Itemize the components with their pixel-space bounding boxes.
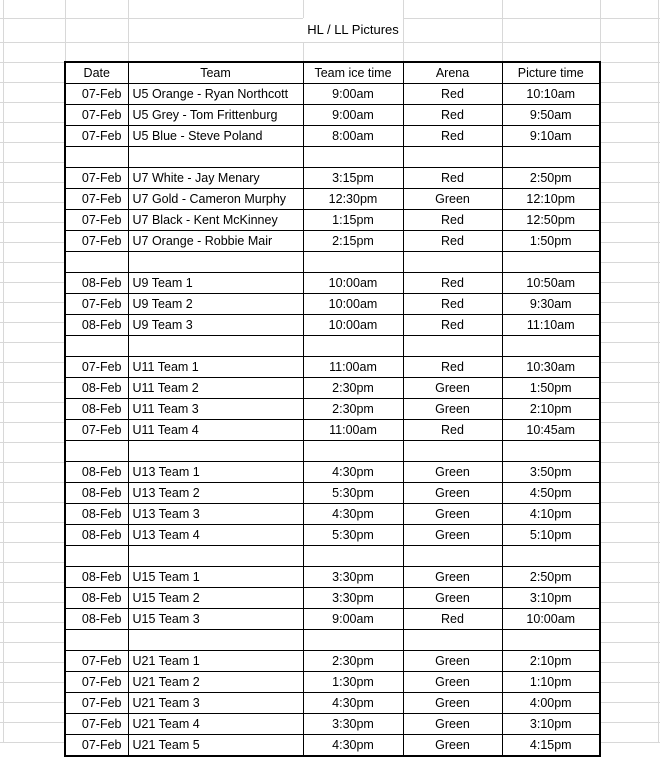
cell-picture-time[interactable]: 9:50am — [502, 105, 600, 126]
cell-team[interactable]: U13 Team 4 — [128, 525, 303, 546]
cell-arena[interactable]: Green — [403, 735, 502, 757]
cell-picture-time[interactable]: 10:00am — [502, 609, 600, 630]
cell-picture-time[interactable]: 2:50pm — [502, 168, 600, 189]
cell-picture-time[interactable]: 3:10pm — [502, 588, 600, 609]
cell-arena[interactable]: Green — [403, 588, 502, 609]
cell-team[interactable] — [128, 252, 303, 273]
cell-date[interactable]: 08-Feb — [65, 378, 128, 399]
cell-picture-time[interactable]: 2:10pm — [502, 399, 600, 420]
cell-ice-time[interactable]: 2:15pm — [303, 231, 403, 252]
gridline-horizontal — [0, 42, 660, 43]
cell-picture-time[interactable]: 9:30am — [502, 294, 600, 315]
table-row — [65, 105, 600, 126]
cell-team[interactable]: U15 Team 1 — [128, 567, 303, 588]
table-row — [65, 315, 600, 336]
cell-date[interactable] — [65, 252, 128, 273]
gridline-vertical — [3, 0, 4, 743]
cell-arena[interactable]: Green — [403, 399, 502, 420]
cell-date[interactable]: 07-Feb — [65, 693, 128, 714]
cell-team[interactable]: U7 Orange - Robbie Mair — [128, 231, 303, 252]
cell-picture-time[interactable]: 4:15pm — [502, 735, 600, 757]
cell-picture-time[interactable]: 11:10am — [502, 315, 600, 336]
cell-team[interactable]: U21 Team 3 — [128, 693, 303, 714]
cell-team[interactable]: U7 White - Jay Menary — [128, 168, 303, 189]
cell-arena[interactable] — [403, 441, 502, 462]
cell-team[interactable]: U9 Team 3 — [128, 315, 303, 336]
cell-picture-time[interactable] — [502, 546, 600, 567]
cell-picture-time[interactable]: 10:50am — [502, 273, 600, 294]
cell-arena[interactable]: Red — [403, 168, 502, 189]
cell-date[interactable]: 08-Feb — [65, 315, 128, 336]
cell-picture-time[interactable]: 2:10pm — [502, 651, 600, 672]
cell-ice-time[interactable] — [303, 630, 403, 651]
cell-ice-time[interactable] — [303, 546, 403, 567]
cell-team[interactable] — [128, 441, 303, 462]
cell-picture-time[interactable]: 5:10pm — [502, 525, 600, 546]
cell-arena[interactable]: Red — [403, 609, 502, 630]
cell-arena[interactable]: Green — [403, 504, 502, 525]
cell-picture-time[interactable]: 4:00pm — [502, 693, 600, 714]
table-row — [65, 483, 600, 504]
cell-date[interactable]: 07-Feb — [65, 105, 128, 126]
cell-team[interactable]: U21 Team 2 — [128, 672, 303, 693]
table-row — [65, 84, 600, 105]
cell-arena[interactable]: Red — [403, 315, 502, 336]
cell-date[interactable]: 07-Feb — [65, 231, 128, 252]
cell-arena[interactable]: Green — [403, 567, 502, 588]
cell-date[interactable]: 08-Feb — [65, 399, 128, 420]
cell-ice-time[interactable]: 1:30pm — [303, 672, 403, 693]
cell-arena[interactable]: Green — [403, 651, 502, 672]
table-row — [65, 609, 600, 630]
cell-ice-time[interactable]: 11:00am — [303, 357, 403, 378]
table-row — [65, 567, 600, 588]
cell-team[interactable] — [128, 630, 303, 651]
cell-date[interactable] — [65, 336, 128, 357]
cell-ice-time[interactable]: 3:30pm — [303, 714, 403, 735]
gridline-vertical — [658, 0, 659, 743]
header-picture-time[interactable]: Picture time — [502, 62, 600, 84]
spacer-row — [65, 546, 600, 567]
table-row — [65, 294, 600, 315]
cell-arena[interactable] — [403, 546, 502, 567]
cell-team[interactable]: U5 Blue - Steve Poland — [128, 126, 303, 147]
cell-picture-time[interactable] — [502, 252, 600, 273]
cell-team[interactable]: U21 Team 5 — [128, 735, 303, 757]
cell-ice-time[interactable]: 2:30pm — [303, 651, 403, 672]
pictures-schedule-table — [64, 61, 601, 757]
cell-picture-time[interactable]: 10:30am — [502, 357, 600, 378]
cell-ice-time[interactable]: 9:00am — [303, 84, 403, 105]
cell-arena[interactable]: Red — [403, 294, 502, 315]
cell-ice-time[interactable]: 9:00am — [303, 609, 403, 630]
cell-picture-time[interactable]: 10:45am — [502, 420, 600, 441]
cell-team[interactable]: U5 Orange - Ryan Northcott — [128, 84, 303, 105]
cell-team[interactable]: U13 Team 2 — [128, 483, 303, 504]
table-row — [65, 231, 600, 252]
cell-date[interactable]: 07-Feb — [65, 210, 128, 231]
cell-picture-time[interactable]: 12:50pm — [502, 210, 600, 231]
cell-team[interactable] — [128, 546, 303, 567]
table-row — [65, 399, 600, 420]
cell-arena[interactable]: Green — [403, 672, 502, 693]
cell-ice-time[interactable]: 3:30pm — [303, 567, 403, 588]
cell-date[interactable]: 08-Feb — [65, 609, 128, 630]
cell-ice-time[interactable]: 10:00am — [303, 273, 403, 294]
cell-ice-time[interactable]: 11:00am — [303, 420, 403, 441]
cell-date[interactable]: 08-Feb — [65, 567, 128, 588]
cell-ice-time[interactable]: 10:00am — [303, 294, 403, 315]
cell-picture-time[interactable]: 12:10pm — [502, 189, 600, 210]
table-row — [65, 651, 600, 672]
cell-ice-time[interactable]: 12:30pm — [303, 189, 403, 210]
table-row — [65, 462, 600, 483]
cell-team[interactable]: U13 Team 3 — [128, 504, 303, 525]
cell-date[interactable]: 08-Feb — [65, 588, 128, 609]
cell-picture-time[interactable]: 4:10pm — [502, 504, 600, 525]
header-date[interactable]: Date — [65, 62, 128, 84]
table-row — [65, 735, 600, 757]
cell-date[interactable]: 08-Feb — [65, 504, 128, 525]
cell-date[interactable]: 07-Feb — [65, 714, 128, 735]
cell-team[interactable]: U13 Team 1 — [128, 462, 303, 483]
cell-arena[interactable]: Green — [403, 189, 502, 210]
cell-team[interactable] — [128, 147, 303, 168]
cell-ice-time[interactable]: 4:30pm — [303, 693, 403, 714]
cell-arena[interactable]: Red — [403, 126, 502, 147]
cell-date[interactable] — [65, 441, 128, 462]
cell-ice-time[interactable] — [303, 336, 403, 357]
cell-ice-time[interactable]: 3:30pm — [303, 588, 403, 609]
cell-arena[interactable]: Green — [403, 525, 502, 546]
cell-arena[interactable]: Red — [403, 420, 502, 441]
cell-date[interactable]: 07-Feb — [65, 294, 128, 315]
table-row — [65, 273, 600, 294]
cell-picture-time[interactable] — [502, 630, 600, 651]
cell-ice-time[interactable]: 4:30pm — [303, 504, 403, 525]
cell-picture-time[interactable]: 3:10pm — [502, 714, 600, 735]
cell-picture-time[interactable] — [502, 441, 600, 462]
table-row — [65, 588, 600, 609]
cell-arena[interactable]: Green — [403, 714, 502, 735]
cell-date[interactable]: 08-Feb — [65, 483, 128, 504]
cell-picture-time[interactable]: 1:50pm — [502, 378, 600, 399]
cell-team[interactable]: U11 Team 1 — [128, 357, 303, 378]
cell-team[interactable]: U15 Team 3 — [128, 609, 303, 630]
cell-picture-time[interactable]: 1:10pm — [502, 672, 600, 693]
cell-picture-time[interactable]: 2:50pm — [502, 567, 600, 588]
cell-picture-time[interactable] — [502, 147, 600, 168]
table-row — [65, 504, 600, 525]
cell-ice-time[interactable]: 9:00am — [303, 105, 403, 126]
cell-ice-time[interactable]: 3:15pm — [303, 168, 403, 189]
spacer-row — [65, 147, 600, 168]
spacer-row — [65, 630, 600, 651]
cell-date[interactable]: 07-Feb — [65, 126, 128, 147]
cell-picture-time[interactable]: 1:50pm — [502, 231, 600, 252]
spacer-row — [65, 441, 600, 462]
cell-ice-time[interactable]: 1:15pm — [303, 210, 403, 231]
cell-date[interactable]: 07-Feb — [65, 84, 128, 105]
cell-arena[interactable]: Red — [403, 231, 502, 252]
table-row — [65, 126, 600, 147]
cell-team[interactable]: U9 Team 1 — [128, 273, 303, 294]
cell-arena[interactable] — [403, 630, 502, 651]
spacer-row — [65, 252, 600, 273]
table-row — [65, 714, 600, 735]
table-row — [65, 672, 600, 693]
cell-arena[interactable] — [403, 336, 502, 357]
header-arena[interactable]: Arena — [403, 62, 502, 84]
cell-ice-time[interactable]: 2:30pm — [303, 378, 403, 399]
cell-team[interactable]: U7 Black - Kent McKinney — [128, 210, 303, 231]
cell-date[interactable] — [65, 630, 128, 651]
cell-ice-time[interactable] — [303, 252, 403, 273]
cell-date[interactable]: 08-Feb — [65, 273, 128, 294]
cell-date[interactable]: 07-Feb — [65, 651, 128, 672]
cell-picture-time[interactable]: 10:10am — [502, 84, 600, 105]
cell-ice-time[interactable]: 10:00am — [303, 315, 403, 336]
cell-picture-time[interactable] — [502, 336, 600, 357]
cell-ice-time[interactable] — [303, 147, 403, 168]
cell-arena[interactable]: Red — [403, 105, 502, 126]
cell-team[interactable]: U11 Team 2 — [128, 378, 303, 399]
cell-date[interactable] — [65, 546, 128, 567]
table-row — [65, 420, 600, 441]
cell-ice-time[interactable]: 5:30pm — [303, 483, 403, 504]
table-row — [65, 189, 600, 210]
cell-date[interactable]: 08-Feb — [65, 525, 128, 546]
cell-date[interactable]: 07-Feb — [65, 168, 128, 189]
cell-arena[interactable]: Red — [403, 210, 502, 231]
cell-team[interactable] — [128, 336, 303, 357]
table-body — [65, 84, 600, 757]
cell-date[interactable]: 07-Feb — [65, 672, 128, 693]
cell-ice-time[interactable]: 2:30pm — [303, 399, 403, 420]
cell-picture-time[interactable]: 3:50pm — [502, 462, 600, 483]
cell-arena[interactable] — [403, 147, 502, 168]
cell-team[interactable]: U21 Team 4 — [128, 714, 303, 735]
cell-arena[interactable]: Red — [403, 357, 502, 378]
table-row — [65, 357, 600, 378]
cell-team[interactable]: U5 Grey - Tom Frittenburg — [128, 105, 303, 126]
cell-team[interactable]: U11 Team 4 — [128, 420, 303, 441]
cell-ice-time[interactable]: 4:30pm — [303, 462, 403, 483]
cell-arena[interactable]: Red — [403, 273, 502, 294]
cell-date[interactable]: 07-Feb — [65, 357, 128, 378]
cell-date[interactable]: 08-Feb — [65, 462, 128, 483]
table-row — [65, 168, 600, 189]
cell-arena[interactable] — [403, 252, 502, 273]
table-row — [65, 378, 600, 399]
table-row — [65, 210, 600, 231]
table-row — [65, 525, 600, 546]
cell-arena[interactable]: Green — [403, 693, 502, 714]
cell-team[interactable]: U15 Team 2 — [128, 588, 303, 609]
cell-ice-time[interactable]: 4:30pm — [303, 735, 403, 757]
cell-ice-time[interactable]: 5:30pm — [303, 525, 403, 546]
cell-team[interactable]: U7 Gold - Cameron Murphy — [128, 189, 303, 210]
header-team[interactable]: Team — [128, 62, 303, 84]
spacer-row — [65, 336, 600, 357]
cell-arena[interactable]: Red — [403, 84, 502, 105]
cell-date[interactable]: 07-Feb — [65, 420, 128, 441]
cell-date[interactable]: 07-Feb — [65, 735, 128, 757]
cell-arena[interactable]: Green — [403, 462, 502, 483]
cell-picture-time[interactable]: 4:50pm — [502, 483, 600, 504]
cell-date[interactable]: 07-Feb — [65, 189, 128, 210]
header-row — [65, 62, 600, 84]
cell-team[interactable]: U9 Team 2 — [128, 294, 303, 315]
cell-arena[interactable]: Green — [403, 483, 502, 504]
cell-team[interactable]: U21 Team 1 — [128, 651, 303, 672]
cell-date[interactable] — [65, 147, 128, 168]
cell-ice-time[interactable]: 8:00am — [303, 126, 403, 147]
cell-ice-time[interactable] — [303, 441, 403, 462]
header-ice-time[interactable]: Team ice time — [303, 62, 403, 84]
cell-arena[interactable]: Green — [403, 378, 502, 399]
cell-picture-time[interactable]: 9:10am — [502, 126, 600, 147]
table-header — [65, 62, 600, 84]
sheet-title-cell[interactable]: HL / LL Pictures — [303, 18, 403, 42]
cell-team[interactable]: U11 Team 3 — [128, 399, 303, 420]
table-row — [65, 693, 600, 714]
